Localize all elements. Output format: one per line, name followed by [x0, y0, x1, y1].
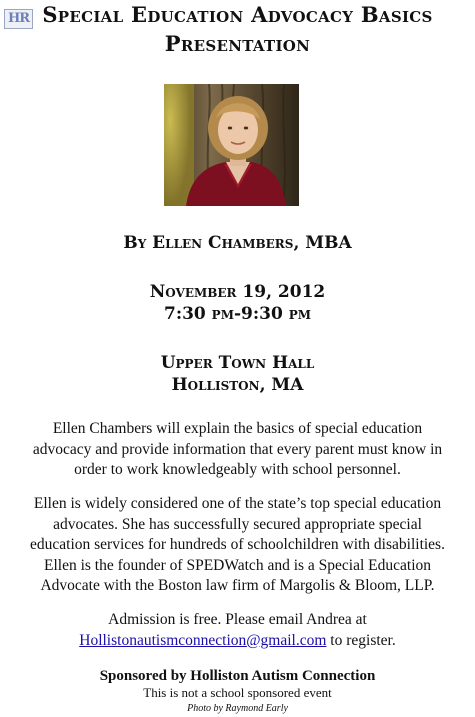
event-town: Holliston, MA — [171, 375, 304, 395]
presenter-photo — [164, 84, 299, 206]
description-line: order to work knowledgeably with school personnel. — [74, 461, 401, 478]
presenter-photo-illustration — [164, 84, 299, 206]
admission-info — [0, 610, 475, 651]
admission-register-text: to register. — [326, 631, 396, 649]
event-time: 7:30 pm-9:30 pm — [163, 304, 312, 324]
logo-badge: HR — [4, 9, 33, 29]
description-line: Ellen is widely considered one of the state’s top special education — [33, 495, 442, 512]
description-line: Ellen Chambers will explain the basics of special education — [52, 420, 423, 437]
description-line: advocates. She has successfully secured appropriate special — [53, 515, 422, 533]
admission-email-line — [0, 631, 475, 652]
description-paragraph-1 — [0, 419, 475, 481]
sponsor-line: Sponsored by Holliston Autism Connection — [99, 668, 376, 684]
description-line: advocacy and provide information that every parent must know in — [32, 440, 443, 458]
page-title-line1: Special Education Advocacy Basics — [42, 2, 433, 27]
event-venue: Upper Town Hall — [160, 353, 315, 373]
admission-line: Admission is free. Please email Andrea at — [108, 611, 367, 628]
description-line: Advocate with the Boston law firm of Margolis & Bloom, LLP. — [40, 577, 435, 594]
presenter-line: By Ellen Chambers, MBA — [123, 233, 352, 253]
description-line: Ellen is the founder of SPEDWatch and is a Special Education — [43, 556, 431, 574]
description-line: education services for hundreds of schoolchildren with disabilities. — [30, 536, 445, 553]
photo-credit: Photo by Raymond Early — [187, 703, 288, 714]
email-link[interactable]: Hollistonautismconnection@gmail.com — [79, 631, 327, 649]
page-title-line2: Presentation — [164, 31, 311, 56]
event-date: November 19, 2012 — [149, 282, 326, 302]
description-paragraph-2 — [0, 494, 475, 597]
disclaimer-note: This is not a school sponsored event — [143, 685, 332, 700]
